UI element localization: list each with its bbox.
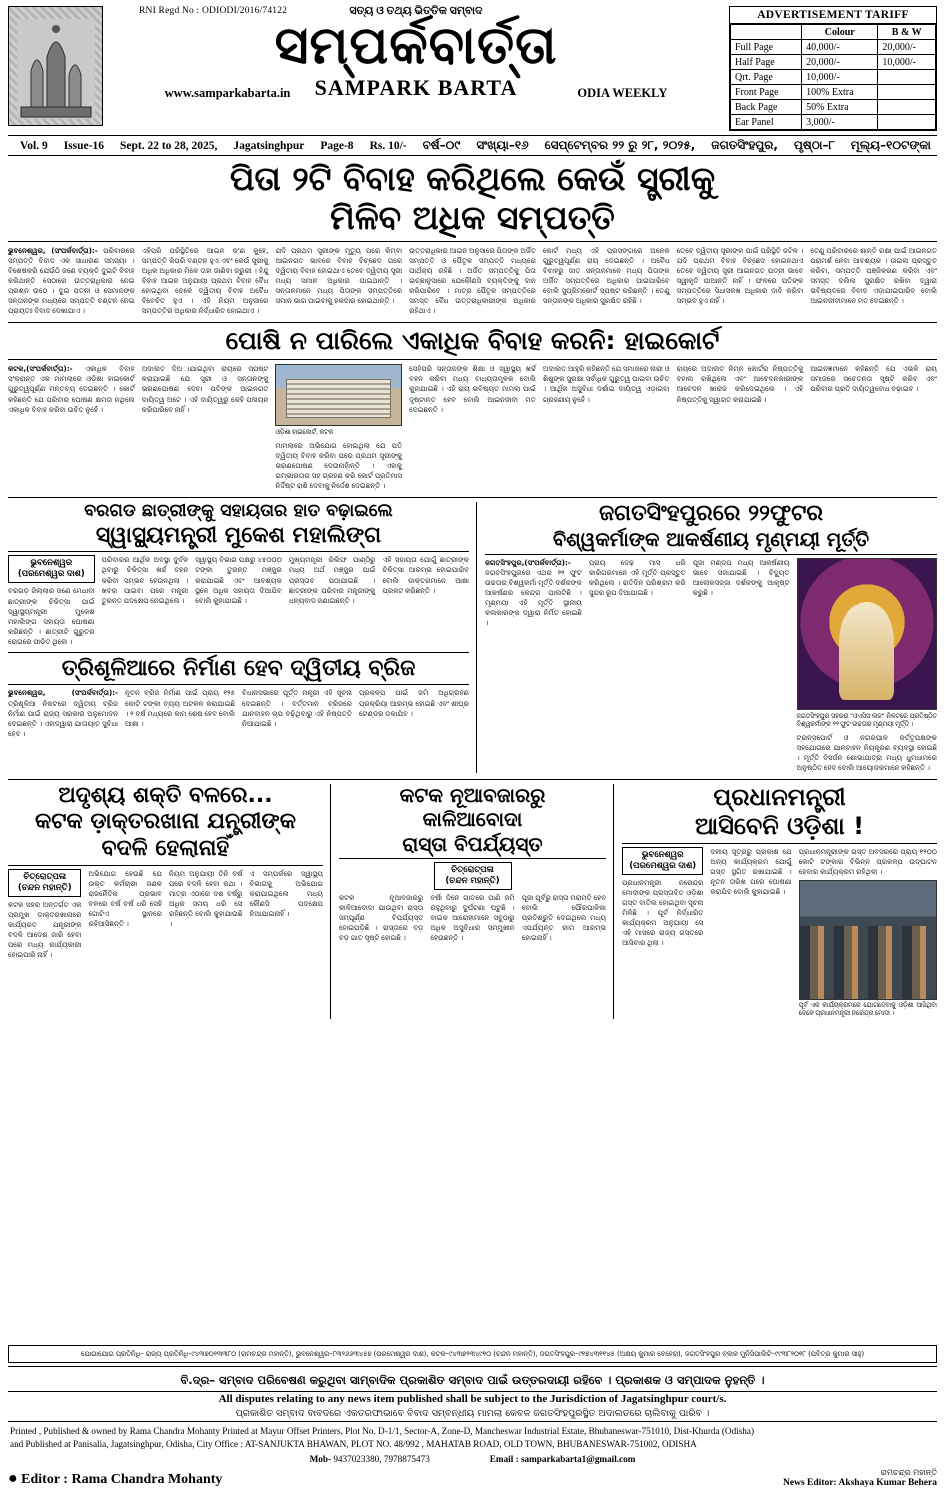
health-minister-text: ବରଗଡ଼ ଜିଲ୍ଲାର ଜଣେ ମେଧାବୀ ଛାତ୍ରୀଙ୍କ ଚିକିତ୍ସା ପାଇଁ ସ୍ୱାସ୍ଥ୍ୟମନ୍ତ୍ରୀ ମୁକେଶ ମହାଲିଙ୍ଗ ସହାୟତା ଘୋଷଣା କରିଛନ୍ତି । ଛାତ୍ରୀଟି ଗୁରୁତର ରୋଗରେ ପୀଡ଼ିତ ଥିଲେ । — [8, 586, 95, 646]
lead-column-7: ତେଣୁ ପରିବାରରେ ଶାନ୍ତି ରକ୍ଷା ପାଇଁ ଆଇନଗତ ପରାମର୍ଶ ନେବା ଆବଶ୍ୟକ । ଉଇଲ ପ୍ରସ୍ତୁତ କରିବା, ସମ୍ପତ୍ତି ପଞ୍ଜିକରଣ କରିବା ଏବଂ ସମସ୍ତ ଦଲିଲ ସୁରକ୍ଷିତ ରଖିବା ଦ୍ୱାରା ଭବିଷ୍ୟତରେ ବିବାଦ ଏଡ଼ାଯାଇପାରିବ ବୋଲି ଆଇନଜୀବୀମାନେ ମତ ଦେଇଛନ୍ତି । — [810, 245, 938, 306]
cattack-headline-line2: କଟକ ଡ଼ାକ୍ତରଖାନା ଯନ୍ତ୍ରୀଙ୍କ — [34, 809, 296, 835]
masthead-website[interactable]: www.samparkabarta.in — [164, 86, 291, 101]
cattack-headline-line1: ଅଦୃଶ୍ୟ ଶକ୍ତି ବଳରେ... — [58, 782, 273, 808]
lead-column-4: ଉତ୍ତରାଧିକାର ଆଇନ ଅନୁସାରେ ପିତାଙ୍କ ଅର୍ଜିତ ସମ୍ପତ୍ତି ଓ ପୈତୃକ ସମ୍ପତ୍ତି ମଧ୍ୟରେ ପାର୍ଥକ୍ୟ ରହିଛି । ଅର୍ଜିତ ସମ୍ପତ୍ତିକୁ ପିତା ଇଚ୍ଛାନୁସାରେ ଯେକୌଣସି ବ୍ୟକ୍ତିଙ୍କୁ ଦାନ କରିପାରିବେ । ମାତ୍ର ପୈତୃକ ସମ୍ପତ୍ତିରେ ସମସ୍ତ ବୈଧ ଉତ୍ତରାଧିକାରୀଙ୍କ ଅଧିକାର ରହିଥାଏ । — [409, 245, 536, 316]
highcourt-column-3 — [275, 364, 402, 491]
lead-dateline: ଭୁବନେଶ୍ୱର, (ସଂପର୍କବାର୍ତ୍ତା):- — [8, 245, 98, 255]
email-contact[interactable] — [490, 1453, 636, 1466]
publisher-name-odia: ରାମଚନ୍ଦ୍ର ମହାନ୍ତି — [880, 1468, 937, 1477]
masthead-center — [109, 6, 723, 101]
tariff-cell: Ear Panel — [731, 115, 802, 130]
road-column-1: କଟକ ନୂଆବଜାରରୁ କାଳିଆବୋଦା ଯାଉଥିବା ରାସ୍ତା ସମ୍ପୂର୍ଣ୍ଣ ବିପର୍ଯ୍ୟସ୍ତ ହୋଇପଡ଼ିଛି । ରାସ୍ତାରେ ବଡ଼ ବଡ଼ ଗାତ ସୃଷ୍ଟି ହୋଇଛି । — [338, 893, 424, 943]
issue-price: Rs. 10/- — [369, 139, 407, 152]
cattack-column-2: ଅଭିଯୋଗ ହେଉଛି ଯେ ଉକ୍ତ କର୍ମଚାରୀ ଜଣକ ରାଜନୈତିକ ପ୍ରଭାବ ବଳରେ ବର୍ଷ ବର୍ଷ ଧରି ସେହି ଗୋଟିଏ ସ୍ଥାନରେ ରହିଆସିଛନ୍ତି । — [88, 868, 162, 929]
highcourt-column-1 — [8, 364, 135, 491]
pm-column-1 — [622, 847, 703, 1019]
health-minister-column-3: ସ୍ୱାସ୍ଥ୍ୟ ବିଭାଗ ପକ୍ଷରୁ ୪୫୦୦୦ ଟଙ୍କା ତୁରନ୍ତ ମଞ୍ଜୁର କରାଯାଇଛି ଏବଂ ଆବଶ୍ୟକ ସ୍ଥଳେ ଅଧିକ ସହାୟତା ଦିଆଯିବ ବୋଲି କୁହାଯାଇଛି । — [195, 555, 282, 605]
tariff-cell: Full Page — [731, 40, 802, 55]
high-court-photo — [275, 364, 402, 426]
lead-headline-line1: ପିତା ୨ଟି ବିବାହ କରିଥିଲେ କେଉଁ ସ୍ତ୍ରୀକୁ — [229, 159, 716, 198]
highcourt-columns — [8, 364, 937, 491]
cattack-columns — [8, 869, 323, 960]
temple-emblem-icon — [8, 6, 103, 126]
vishwakarma-headline-line1: ଜଗତସିଂହପୁରରେ ୨୨ଫୁଟର — [598, 501, 824, 527]
advertisement-tariff-table — [729, 6, 937, 131]
mobile-label: Mob- — [309, 1453, 332, 1464]
tariff-cell: 50% Extra — [802, 100, 878, 115]
pm-column-3 — [799, 847, 937, 1019]
highcourt-column-5: ଅଦାଲତ ଆହୁରି କହିଛନ୍ତି ଯେ ସମାଜରେ ନାରୀ ଓ ଶିଶୁଙ୍କ ସୁରକ୍ଷା ସର୍ବାଧିକ ଗୁରୁତ୍ୱ ପାଇବା ଉଚିତ । ଆର୍ଥିକ ଅସୁବିଧା ଦର୍ଶାଇ ଦାୟିତ୍ୱ ଏଡ଼ାଇବା ଗ୍ରହଣୀୟ ନୁହେଁ । — [542, 364, 670, 404]
vishwakarma-text: ଜଗତସିଂହପୁରରେ ଏଥର ୨୨ ଫୁଟ ଉଚ୍ଚତାର ବିଶ୍ୱକର୍ମା ମୂର୍ତ୍ତି ଦର୍ଶକଙ୍କ ଆକର୍ଷଣର କେନ୍ଦ୍ର ପାଲଟିଛି । ମୃଣ୍ମୟୀ ଏହି ମୂର୍ତ୍ତି ସ୍ଥାନୀୟ କଳାକାରଙ୍କ ଦ୍ୱାରା ନିର୍ମିତ ହୋଇଛି । — [485, 567, 582, 627]
byline-reporter: (ଚନ୍ଦନ ମହାନ୍ତି) — [445, 876, 500, 887]
road-byline-wrap — [434, 862, 512, 890]
pm-photo-caption: ପୂର୍ବ ଏକ କାର୍ଯ୍ୟକ୍ରମରେ ଯୋଗଦେବାକୁ ଓଡ଼ିଶା ଆସିଥିବା ବେଳେ ପ୍ରଧାନମନ୍ତ୍ରୀ ନରେନ୍ଦ୍ର ମୋଦୀ । — [798, 1001, 937, 1018]
table-row — [731, 100, 936, 115]
mobile-contact[interactable] — [310, 1453, 430, 1466]
masthead-title-odia: ସମ୍ପର୍କବାର୍ତ୍ତା — [274, 16, 558, 76]
road-headline-line2: କାଳିଆବୋଦା — [422, 807, 523, 832]
tariff-cell — [878, 70, 936, 85]
bottom-middle — [339, 784, 614, 1019]
disclaimer-english: All disputes relating to any news item published shall be subject to the Jurisdiction of Jagatsinghpur court/s. — [218, 1392, 727, 1405]
email-label: Email : — [489, 1453, 519, 1464]
tariff-cell — [878, 85, 936, 100]
bridge-column-1 — [8, 688, 118, 738]
tariff-col-colour: Colour — [802, 25, 878, 40]
high-court-photo-caption: ଓଡ଼ିଶା ହାଇକୋର୍ଟ, କଟକ — [275, 429, 334, 437]
masthead — [8, 6, 937, 131]
lead-column-2: ଏହିପରି ପରିସ୍ଥିତିରେ ଆଇନ କ'ଣ କୁହେ, ସମ୍ପତ୍ତି କିପରି ବଣ୍ଟନ ହୁଏ ଏବଂ କେଉଁ ସ୍ତ୍ରୀକୁ ଅଧିକ ଅଧିକାର ମିଳେ ତାହା ଜାଣିବା ଜରୁରୀ । ହିନ୍ଦୁ ବିବାହ ଆଇନ ଅନୁଯାୟୀ ପ୍ରଥମ ବିବାହ ବୈଧ ହୋଇଥିବା ବେଳେ ଦ୍ୱିତୀୟ ବିବାହ ଅବୈଧ ବିବେଚିତ ହୁଏ । ଏହି ନିୟମ ଅନୁସାରେ ସମ୍ପତ୍ତିର ଅଧିକାର ନିର୍ଦ୍ଧାରିତ ହୋଇଥାଏ । — [141, 245, 269, 316]
byline-place: ଭୁବନେଶ୍ୱର — [641, 849, 684, 860]
highcourt-column-6: ରାୟରେ ଅଦାଲତ ନିମ୍ନ କୋର୍ଟର ନିଷ୍ପତ୍ତିକୁ ବହାଲ ରଖିଥିଲେ ଏବଂ ଆବେଦନକାରୀଙ୍କ ଆବେଦନ ଖାରଜ କରିଦେଇଥିଲେ । ଏହି ନିଷ୍ପତ୍ତିକୁ ସ୍ୱାଗତ କରାଯାଇଛି । — [676, 364, 804, 404]
tariff-col-blank — [731, 25, 802, 40]
volume-label: Vol. 9 — [20, 139, 48, 152]
road-column-2: ବର୍ଷା ଦିନେ ଗାତରେ ପାଣି ଜମି ରହୁଥିବାରୁ ଦୁର୍ଘଟଣା ଘଟୁଛି । ବାଇକ ଆରୋହୀମାନେ ସବୁଠାରୁ ଅଧିକ ଅସୁବିଧାର ସମ୍ମୁଖୀନ ହେଉଛନ୍ତି । — [430, 893, 515, 943]
email-address: samparkabarta1@gmail.com — [520, 1453, 636, 1464]
vishwakarma-column-4 — [797, 558, 937, 773]
page-footer — [8, 1345, 937, 1488]
vishwakarma-idol-photo — [797, 558, 937, 710]
vishwakarma-headline-line2: ବିଶ୍ୱକର୍ମାଙ୍କ ଆକର୍ଷଣୀୟ ମୃଣ୍ମୟୀ ମୂର୍ତ୍ତି — [552, 527, 870, 551]
bridge-column-4: ପ୍ରକଳ୍ପ ପାଇଁ ଜମି ଅଧିଗ୍ରହଣ ପ୍ରକ୍ରିୟା ଆରମ୍ଭ ହୋଇଛି ଏବଂ ଶୀଘ୍ର ଟେଣ୍ଡର ଡକାଯିବ । — [359, 688, 469, 718]
mobile-number: 9437023380, 7978875473 — [333, 1453, 430, 1464]
bottom-left — [8, 784, 331, 1019]
table-row — [731, 55, 936, 70]
news-editor-credit: News Editor: Akshaya Kumar Behera — [783, 1478, 937, 1488]
editor-row — [8, 1466, 937, 1488]
tariff-cell — [878, 115, 936, 130]
lead-headline-line2: ମିଳିବ ଅଧିକ ସମ୍ପତ୍ତି — [330, 197, 615, 237]
middle-block — [8, 502, 937, 773]
tariff-cell: Half Page — [731, 55, 802, 70]
lead-column-3: ଯଦି ପ୍ରଥମ ସ୍ତ୍ରୀଙ୍କ ମୃତ୍ୟୁ ପରେ କିମ୍ବା ଆଇନଗତ ଭାବରେ ବିବାହ ବିଚ୍ଛେଦ ପରେ ଦ୍ୱିତୀୟ ବିବାହ ହୋଇଥାଏ ତେବେ ଦ୍ୱିତୀୟ ସ୍ତ୍ରୀ ମଧ୍ୟ ସମାନ ଅଧିକାର ପାଇଥାନ୍ତି । ସନ୍ତାନମାନେ ମଧ୍ୟ ପିତାଙ୍କ ସମ୍ପତ୍ତିରେ ସମାନ ଭାଗ ପାଇବାକୁ ହକଦାର ହୋଇଥାନ୍ତି । — [275, 245, 403, 306]
tariff-cell — [878, 100, 936, 115]
road-column-3: ପୂଜା ପୂର୍ବରୁ ରାସ୍ତା ମରାମତି ହେବ ବୋଲି ପୌରପାଳିକା ପ୍ରତିଶ୍ରୁତି ଦେଇଥିଲେ ମଧ୍ୟ ଏପର୍ଯ୍ୟନ୍ତ କାମ ଆରମ୍ଭ ହୋଇନାହିଁ । — [521, 893, 607, 943]
vishwakarma-column-3: ପୂଜା ମଣ୍ଡପ ମଧ୍ୟ ଆକର୍ଷଣୀୟ ଭାବେ ସଜାଯାଇଛି । ବିଦ୍ୟୁତ ଆଲୋକସଜ୍ଜା ଦର୍ଶକଙ୍କୁ ଆକୃଷ୍ଟ କରୁଛି । — [692, 557, 790, 597]
byline-box — [8, 555, 95, 583]
tariff-cell: 10,000/- — [802, 70, 878, 85]
road-headline-line3: ରାସ୍ତା ବିପର୍ଯ୍ୟସ୍ତ — [402, 831, 543, 856]
tariff-cell: Qrt. Page — [731, 70, 802, 85]
byline-reporter: (ଚନ୍ଦନ ମହାନ୍ତି) — [17, 882, 72, 893]
health-minister-columns — [8, 555, 469, 646]
tariff-cell: 20,000/- — [878, 40, 936, 55]
vishwakarma-column-1 — [485, 558, 582, 773]
health-minister-column-4: ମୁଖ୍ୟମନ୍ତ୍ରୀ ରିଲିଫ ପାଣ୍ଠିରୁ ମଧ୍ୟ ଅର୍ଥ ମଞ୍ଜୁର ପାଇଁ ପ୍ରସ୍ତାବ ପଠାଯାଇଛି । ଛାତ୍ରୀଙ୍କ ପରିବାର ମନ୍ତ୍ରୀଙ୍କୁ ଧନ୍ୟବାଦ ଜଣାଇଛନ୍ତି । — [288, 555, 376, 605]
highcourt-story — [8, 327, 937, 491]
pm-columns — [622, 847, 937, 1019]
editor-label: Editor : — [21, 1472, 68, 1487]
highcourt-text: ଏକାଧିକ ବିବାହ ସଂକ୍ରାନ୍ତ ଏକ ମାମଲାରେ ଓଡ଼ିଶା ହାଇକୋର୍ଟ ଗୁରୁତ୍ୱପୂର୍ଣ୍ଣ ମନ୍ତବ୍ୟ ଦେଇଛନ୍ତି । କୋର୍ଟ କହିଛନ୍ତି ଯେ ପରିବାର ପୋଷଣ କ୍ଷମତା ନଥିଲେ ଏକାଧିକ ବିବାହ କରିବା ଉଚିତ ନୁହେଁ । — [8, 364, 135, 414]
masthead-tagline: ସତ୍ୟ ଓ ତଥ୍ୟ ଭିତ୍ତିକ ସମ୍ବାଦ — [349, 5, 483, 17]
issue-place-odia: ଜଗତସିଂହପୁର, — [711, 138, 778, 152]
vishwakarma-photo-caption: ଜଗତସିଂହପୁର ସହରର "ଓଏସିସ ଲଜ" ନିକଟରେ ପ୍ରତିଷ୍ଠିତ ବିଶ୍ୱକର୍ମାଙ୍କ ୨୨ ଫୁଟ ଉଚ୍ଚତାର ମୃଣ୍ମୟୀ ମୂର୍ତ୍ତି । — [796, 712, 937, 729]
issue-date-odia: ସେପ୍ଟେମ୍ବର ୨୨ ରୁ ୨୮, ୨୦୨୫, — [544, 138, 696, 152]
health-minister-headline-line2: ସ୍ୱାସ୍ଥ୍ୟମନ୍ତ୍ରୀ ମୁକେଶ ମହାଲିଙ୍ଗ — [95, 522, 382, 548]
table-row — [731, 85, 936, 100]
lead-text: ପରିବାରରେ ସମ୍ପତ୍ତି ବିବାଦ ଏକ ସାଧାରଣ ସମସ୍ୟା । ବିଶେଷକରି ଯେଉଁଠି ଜଣେ ବ୍ୟକ୍ତି ଦୁଇଟି ବିବାହ କରିଥାନ୍ତି ସେଠାରେ ଉତ୍ତରାଧିକାର ନେଇ ପ୍ରଶ୍ନ ଉଠେ । ଦୁଇ ପତ୍ନୀ ଓ ସେମାନଙ୍କ ସନ୍ତାନଙ୍କ ମଧ୍ୟରେ ସମ୍ପତ୍ତି ବଣ୍ଟନ ନେଇ ପ୍ରାୟତଃ ବିବାଦ ଦେଖାଯାଏ । — [8, 245, 135, 316]
vishwakarma-column-2: ପ୍ରାୟ ଦେଢ଼ ମାସ ଧରି କାରିଗରମାନେ ଏହି ମୂର୍ତ୍ତି ପ୍ରସ୍ତୁତ କରିଥିଲେ । ରାତିଦିନ ପରିଶ୍ରମ କରି ସୁନ୍ଦର ରୂପ ଦିଆଯାଇଛି । — [588, 557, 686, 597]
tariff-cell: Back Page — [731, 100, 802, 115]
imprint-contact-row — [10, 1453, 935, 1466]
bridge-column-2: ନୂତନ ବ୍ରିଜ ନିର୍ମାଣ ପାଇଁ ପ୍ରାୟ ୧୨୫ କୋଟି ଟଙ୍କା ବ୍ୟୟ ଅଟକଳ କରାଯାଇଛି । ୨ ବର୍ଷ ମଧ୍ୟରେ କାମ ଶେଷ ହେବ ବୋଲି ଆଶା । — [125, 688, 235, 728]
temple-emblem-svg — [17, 19, 95, 119]
tariff-col-bw: B & W — [878, 25, 936, 40]
road-headline-line1: କଟକ ନୂଆବଜାରରୁ — [399, 782, 546, 807]
highcourt-column-2: ଅଦାଲତ ଦିଅାଯାଇଥିବା ରାୟରେ ସ୍ପଷ୍ଟ କରାଯାଇଛି ଯେ ସ୍ତ୍ରୀ ଓ ସନ୍ତାନଙ୍କୁ ଭରଣପୋଷଣ ଦେବା ପତିଙ୍କ ଆଇନଗତ ଦାୟିତ୍ୱ ଅଟେ । ଏହି ଦାୟିତ୍ୱରୁ କେହି ପଳାୟନ କରିପାରିବେ ନାହିଁ । — [141, 364, 269, 414]
tariff-cell: 100% Extra — [802, 85, 878, 100]
byline-place: ଚିତ୍ରୋତ୍ପଳା — [451, 865, 494, 876]
tariff-title: ADVERTISEMENT TARIFF — [730, 7, 936, 24]
editor-credit — [8, 1472, 222, 1488]
highcourt-dateline: କଟକ,(ସଂପର୍କବାର୍ତ୍ତା):- — [8, 364, 73, 374]
health-minister-column-1 — [8, 555, 95, 646]
lead-column-1 — [8, 246, 135, 316]
editor-name: Rama Chandra Mohanty — [71, 1472, 223, 1487]
lead-columns — [8, 246, 937, 316]
table-row — [731, 70, 936, 85]
highcourt-text: ମାମଲାରେ ଅଭିଯୋଗ ହୋଇଥିଲା ଯେ ପତି ଦ୍ୱିତୀୟ ବିବାହ କରିବା ପରେ ପ୍ରଥମ ସ୍ତ୍ରୀଙ୍କୁ ଭରଣପୋଷଣ ଦେଉନାହାଁନ୍ତି । ଏହାକୁ ଗମ୍ଭୀରତାର ସହ ଗ୍ରହଣ କରି କୋର୍ଟ ପ୍ରତିମାସ ନିର୍ଦ୍ଦିଷ୍ଟ ରାଶି ଦେବାକୁ ନିର୍ଦ୍ଦେଶ ଦେଇଛନ୍ତି । — [275, 440, 403, 491]
masthead-title-row — [109, 75, 723, 101]
tariff-cell: 20,000/- — [802, 55, 878, 70]
middle-left — [8, 502, 477, 773]
tariff-cell: 40,000/- — [802, 40, 878, 55]
imprint-line-2: and Published at Panisalia, Jagatsinghpur, Odisha, City Office : AT-SANJUKTA BHAWAN, PLOT NO. 48/992 , MAHATAB ROAD, OLD TOWN, BHUBANESWAR-751002, ODISHA — [10, 1438, 697, 1449]
prime-minister-photo — [799, 880, 937, 1000]
cattack-column-4: ଏ ସମ୍ପର୍କରେ ସ୍ୱାସ୍ଥ୍ୟ ବିଭାଗକୁ ଅଭିଯୋଗ କରାଯାଇଥିଲେ ମଧ୍ୟ କୌଣସି ପଦକ୍ଷେପ ନିଆଯାଇନାହିଁ । — [249, 868, 323, 918]
bridge-dateline: ଭୁବନେଶ୍ୱର, (ସଂପର୍କବାର୍ତ୍ତା):- — [8, 688, 118, 698]
health-minister-column-2: ପରିବାରର ଆର୍ଥିକ ଅବସ୍ଥା ଦୁର୍ବଳ ଥିବାରୁ ଚିକିତ୍ସା ଖର୍ଚ୍ଚ ବହନ କରିବା ସମ୍ଭବ ହେଉନଥିଲା । ଖବର ପାଇବା ପରେ ମନ୍ତ୍ରୀ ତୁରନ୍ତ ପଦକ୍ଷେପ ନେଇଥିଲେ । — [101, 555, 189, 605]
cattack-column-3: ନିୟମ ଅନୁଯାୟୀ ତିନି ବର୍ଷ ପରେ ବଦଳି ହେବା କଥା । ମାତ୍ର ଏଠାରେ ଦଶ ବର୍ଷରୁ ଅଧିକ ସମୟ ଧରି ସେ ରହିଛନ୍ତି ବୋଲି କୁହାଯାଉଛି । — [168, 868, 243, 929]
tariff-cell: 10,000/- — [878, 55, 936, 70]
byline-place: ଭୁବନେଶ୍ୱର — [30, 558, 73, 569]
tariff-grid — [730, 24, 936, 130]
tariff-header-row — [731, 25, 936, 40]
bullet-icon: ● — [8, 1470, 18, 1487]
middle-right — [485, 502, 937, 773]
bottom-block — [8, 784, 937, 1019]
health-minister-column-5: ଏହି ସହାୟତା ଯୋଗୁଁ ଛାତ୍ରୀଙ୍କ ଚିକିତ୍ସା ଆରମ୍ଭ ହୋଇପାରିବ ବୋଲି ଡାକ୍ତରମାନେ ଆଶା ପ୍ରକଟ କରିଛନ୍ତି । — [382, 555, 470, 595]
lead-column-5: କୋର୍ଟ ମଧ୍ୟ ଏହି ପ୍ରସଙ୍ଗରେ ଅନେକ ଗୁରୁତ୍ୱପୂର୍ଣ୍ଣ ରାୟ ଦେଇଛନ୍ତି । ଅବୈଧ ବିବାହରୁ ଜାତ ସନ୍ତାନମାନେ ମଧ୍ୟ ପିତାଙ୍କ ଅର୍ଜିତ ସମ୍ପତ୍ତିରେ ଅଧିକାର ପାଇପାରିବେ ବୋଲି ସୁପ୍ରିମକୋର୍ଟ ସ୍ପଷ୍ଟ କରିଛନ୍ତି । ତେଣୁ ସନ୍ତାନଙ୍କ ଅଧିକାର ସୁରକ୍ଷିତ ରହିଛି । — [542, 245, 670, 306]
disclaimer-odia-2: ପ୍ରକାଶିତ ସମ୍ବାଦ ବାବଦରେ ଏକତରଫାଭାବେ ବିବାଦ ସମ୍ବନ୍ଧୀୟ ମାମଲା କେବଳ ଜଗତସିଂହପୁରସ୍ଥିତ ଅଦାଲତରେ ଚାଲିବାକୁ ପାରିବ । — [235, 1407, 710, 1419]
lead-story — [8, 161, 937, 316]
tariff-cell: 3,000/- — [802, 115, 878, 130]
pm-headline-line2: ଆସିବେନି ଓଡ଼ିଶା ! — [694, 811, 865, 840]
reporter-contacts: ଯୋଗାଯୋଗ ପ୍ରତିନିଧି– ରାଜ୍ୟ ପ୍ରତିନିଧି–୯୪୩୭୦୨୩୩୮୦ (ରାମଚନ୍ଦ୍ର ମହାନ୍ତି), ଭୁବନେଶ୍ୱର–୮୩୨୬୬୩୪୫୭ (ପରମେଶ୍ୱର ଦାଶ), କଟକ–୯୪୩୭୨୩୪୯୧୦ (ଚନ୍ଦନ ମହାନ୍ତି), ଜଗତସିଂହପୁର–୯୧୭୪୩୧୧୪୫ (ଅକ୍ଷୟ କୁମାର ବେହେରା), ଜଗତସିଂହପୁର ବ୍ଲକ ମୁନିସିପାଲିଟି–୯୯୩୮୨୦୧୮ (ପବିତ୍ର କୁମାର ସାହୁ) — [8, 1345, 937, 1363]
table-row — [731, 40, 936, 55]
masthead-title-en: SAMPARK BARTA — [314, 75, 518, 101]
rni-number: RNI Regd No : ODIODI/2016/74122 — [139, 6, 288, 16]
byline-box — [8, 869, 81, 897]
issue-label: Issue-16 — [63, 139, 104, 152]
volume-label-odia: ବର୍ଷ–୦୯ — [422, 138, 461, 152]
bridge-headline: ତ୍ରିଶୂଳିଆରେ ନିର୍ମାଣ ହେବ ଦ୍ୱିତୀୟ ବ୍ରିଜ — [61, 655, 416, 681]
issue-price-odia: ମୂଲ୍ୟ–୧୦ଟଙ୍କା — [850, 138, 931, 152]
issue-place: Jagatsinghpur — [233, 139, 305, 152]
byline-box — [434, 862, 512, 890]
issue-date: Sept. 22 to 28, 2025, — [119, 139, 218, 152]
byline-box — [622, 847, 703, 875]
bottom-right — [622, 784, 937, 1019]
cattack-headline-line3: ବଦଳି ହେଲାନାହିଁ — [101, 836, 230, 862]
cattack-text: କଟକ ସହର ଅନ୍ତର୍ଗତ ଏକ ପ୍ରମୁଖ ଡ଼ାକ୍ତରଖାନାରେ କାର୍ଯ୍ୟରତ ଯନ୍ତ୍ରୀଙ୍କ ବଦଳି ଆଦେଶ ଜାରି ହେବା ପରେ ମଧ୍ୟ କାର୍ଯ୍ୟକାରୀ ହୋଇପାରି ନାହିଁ । — [8, 899, 82, 960]
page-count-odia: ପୃଷ୍ଠା–୮ — [793, 138, 835, 152]
bridge-columns — [8, 688, 469, 738]
vishwakarma-dateline: ଜଗତସିଂହପୁର,(ସଂପର୍କବାର୍ତ୍ତା):- — [485, 557, 571, 567]
pm-column-2: ଦଳୀୟ ସୂତ୍ରରୁ ପ୍ରକାଶ ଯେ ଅନ୍ୟ କାର୍ଯ୍ୟକ୍ରମ ଯୋଗୁଁ ଗସ୍ତ ସ୍ଥଗିତ ରଖାଯାଇଛି । ନୂତନ ତାରିଖ ପରେ ଘୋଷଣା କରାଯିବ ବୋଲି କୁହାଯାଇଛି । — [710, 846, 792, 896]
pm-headline-line1: ପ୍ରଧାନମନ୍ତ୍ରୀ — [713, 782, 846, 811]
issue-label-odia: ସଂଖ୍ୟା–୧୬ — [476, 138, 529, 152]
disclaimer-odia: ବି.ଦ୍ର– ସମ୍ବାଦ ପରିବେଷଣ କରୁଥିବା ସାମ୍ବାଦିକ ପ୍ରକାଶିତ ସମ୍ବାଦ ପାଇଁ ଉତ୍ତରଦାୟୀ ରହିବେ । ପ୍ରକାଶକ ଓ ସମ୍ପାଦକ ନୁହନ୍ତି । — [180, 1372, 765, 1387]
issue-info-bar — [8, 135, 937, 156]
highcourt-column-7: ଆଇନଜ୍ଞମାନେ କହିଛନ୍ତି ଯେ ଏଭଳି ରାୟ ସମାଜରେ ସଚେତନତା ସୃଷ୍ଟି କରିବ ଏବଂ ପରିବାର ପ୍ରତି ଦାୟିତ୍ୱବୋଧ ବଢ଼ାଇବ । — [810, 364, 938, 394]
table-row — [731, 115, 936, 130]
page-count: Page-8 — [320, 139, 354, 152]
pm-text: ପ୍ରଧାନମନ୍ତ୍ରୀଙ୍କ ଗସ୍ତ ଅବସରରେ ପ୍ରାୟ ୧୨୦୦ କୋଟି ଟଙ୍କାର ବିଭିନ୍ନ ପ୍ରକଳ୍ପ ଉଦ୍‌ଘାଟନ ହେବାର କାର୍ଯ୍ୟକ୍ରମ ରହିଥିଲା । — [798, 846, 937, 876]
masthead-weekly-label: ODIA WEEKLY — [577, 86, 668, 101]
road-columns — [339, 893, 606, 943]
bridge-column-3: ବିଧାନସଭାରେ ପୂର୍ତ୍ତ ମନ୍ତ୍ରୀ ଏହି ସୂଚନା ଦେଇଛନ୍ତି । ବର୍ତ୍ତମାନ ବ୍ରିଜରେ ଯାନବାହନ ଚାପ ବଢ଼ିଥିବାରୁ ଏହି ନିଷ୍ପତ୍ତି ନିଆଯାଇଛି । — [242, 688, 352, 728]
pm-text: ପ୍ରଧାନମନ୍ତ୍ରୀ ନରେନ୍ଦ୍ର ମୋଦୀଙ୍କ ପ୍ରସ୍ତାବିତ ଓଡ଼ିଶା ଗସ୍ତ ବାତିଲ ହୋଇଥିବା ସୂଚନା ମିଳିଛି । ପୂର୍ବ ନିର୍ଦ୍ଧାରିତ କାର୍ଯ୍ୟକ୍ରମ ଅନୁଯାୟୀ ସେ ଏହି ମାସରେ ରାଜ୍ୟ ଗସ୍ତରେ ଆସିବାର ଥିଲା । — [622, 877, 704, 948]
byline-place: ଚିତ୍ରୋତ୍ପଳା — [23, 871, 67, 882]
byline-reporter: (ପରମେଶ୍ୱର ଦାଶ) — [17, 569, 85, 580]
bridge-text: ତ୍ରିଶୂଳିଆ ନିକଟରେ ଦ୍ୱିତୀୟ ବ୍ରିଜ ନିର୍ମାଣ ପାଇଁ ରାଜ୍ୟ ସରକାର ଅନୁମୋଦନ ଦେଇଛନ୍ତି । ଏହାଦ୍ୱାରା ଯାତାୟାତ ସୁବିଧା ହେବ । — [8, 698, 118, 738]
byline-reporter: (ପରମେଶ୍ୱର ଦାଶ) — [629, 860, 697, 871]
lead-column-6: ତେବେ ଦ୍ୱିତୀୟ ସ୍ତ୍ରୀଙ୍କ ପାଇଁ ପରିସ୍ଥିତି ଜଟିଳ । ଯଦି ପ୍ରଥମ ବିବାହ ବିଚ୍ଛେଦ ହୋଇନଥାଏ ତେବେ ଦ୍ୱିତୀୟ ସ୍ତ୍ରୀ ଆଇନଗତ ପତ୍ନୀ ଭାବେ ସ୍ୱୀକୃତି ପାଆନ୍ତି ନାହିଁ । ଫଳରେ ପତିଙ୍କ ସମ୍ପତ୍ତିରେ ସିଧାସଳଖ ଅଧିକାର ଦାବି କରିବା ସମ୍ଭବ ହୁଏ ନାହିଁ । — [676, 245, 804, 306]
news-editor-block — [783, 1468, 937, 1488]
highcourt-headline: ପୋଷି ନ ପାରିଲେ ଏକାଧିକ ବିବାହ କରନି: ହାଇକୋର୍ଟ — [225, 326, 720, 356]
imprint-line-1: Printed , Published & owned by Rama Chandra Mohanty Printed at Mayur Offset Printers, Plot No. D-1/1, Sector-A, Zone-D, Mancheswar Industrial Estate, Bhubaneswar-751010, Dist-Khurda (Odisha) — [10, 1425, 755, 1436]
imprint-block — [8, 1422, 937, 1466]
highcourt-column-4: ସେହିପରି ସନ୍ତାନଙ୍କ ଶିକ୍ଷା ଓ ସ୍ୱାସ୍ଥ୍ୟ ଖର୍ଚ୍ଚ ବହନ କରିବା ମଧ୍ୟ ବାଧ୍ୟତାମୂଳକ ବୋଲି କୁହାଯାଇଛି । ଏହି ରାୟ ଭବିଷ୍ୟତ ମାମଲା ପାଇଁ ଦୃଷ୍ଟାନ୍ତ ହେବ ବୋଲି ଆଇନଜୀବୀ ମତ ଦେଇଛନ୍ତି । — [409, 364, 536, 414]
cattack-column-1 — [8, 869, 81, 960]
vishwakarma-columns — [485, 558, 937, 773]
vishwakarma-text: ଟ୍ରାନ୍ସପୋର୍ଟ ଓ ନଗରପାଳ କର୍ତ୍ତୃପକ୍ଷଙ୍କ ସହଯୋଗରେ ଯାନବାହନ ନିୟନ୍ତ୍ରଣ ବ୍ୟବସ୍ଥା ହୋଇଛି । ମୂର୍ତ୍ତି ବିସର୍ଜନ ଶୋଭାଯାତ୍ରା ମଧ୍ୟ ଧୁମଧାମରେ ଅନୁଷ୍ଠିତ ହେବ ବୋଲି ଆୟୋଜକମାନେ କହିଛନ୍ତି । — [796, 732, 937, 772]
health-minister-headline-line1: ବରଗଡ ଛାତ୍ରୀଙ୍କୁ ସହାୟତାର ହାତ ବଢ଼ାଇଲେ — [84, 501, 393, 522]
tariff-cell: Front Page — [731, 85, 802, 100]
